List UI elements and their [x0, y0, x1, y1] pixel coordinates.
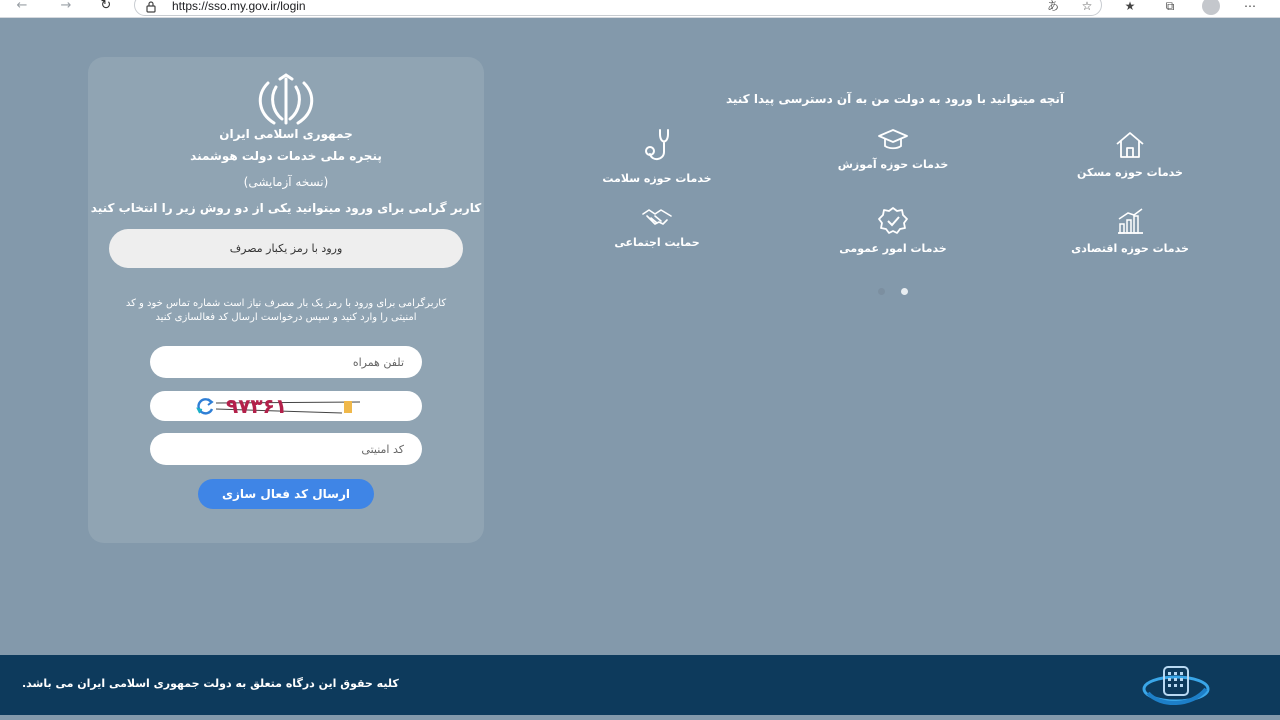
stethoscope-icon [640, 128, 674, 166]
browser-toolbar [0, 0, 1280, 18]
otp-login-button[interactable]: ورود با رمز یکبار مصرف [109, 229, 463, 268]
portal-name: پنجره ملی خدمات دولت هوشمند [190, 149, 382, 163]
read-aloud-icon[interactable]: あ [1046, 0, 1059, 13]
footer [0, 655, 1280, 715]
add-favorite-icon[interactable]: ☆ [1081, 0, 1093, 13]
house-icon [1114, 130, 1146, 160]
otp-instructions: کاربرگرامی برای ورود با رمز یک بار مصرف نیاز است شماره تماس خود و کد امنیتی را وارد کنید و سپس درخواست ارسال کد فعالسازی کنید [125, 298, 447, 323]
org-name: جمهوری اسلامی ایران [219, 127, 353, 141]
carousel-dot-2[interactable] [901, 288, 908, 295]
send-activation-code-button[interactable]: ارسال کد فعال سازی [198, 479, 374, 509]
service-label: خدمات امور عمومی [839, 242, 947, 255]
reload-icon[interactable]: ↻ [100, 0, 112, 13]
security-code-wrapper [150, 433, 422, 465]
page-bottom-strip [0, 715, 1280, 720]
phone-input[interactable] [150, 346, 422, 378]
footer-copyright: کلیه حقوق این درگاه متعلق به دولت جمهوری اسلامی ایران می باشد. [22, 677, 399, 690]
carousel-dot-1[interactable] [878, 288, 885, 295]
login-card [88, 57, 484, 543]
phone-field-wrapper [150, 346, 422, 378]
address-url[interactable]: https://sso.my.gov.ir/login [172, 0, 306, 13]
service-label: خدمات حوزه مسکن [1077, 166, 1183, 179]
service-housing[interactable] [1070, 130, 1190, 179]
service-education[interactable] [833, 128, 953, 171]
lock-icon [146, 1, 156, 13]
service-health[interactable] [597, 128, 717, 185]
back-arrow-icon[interactable]: ← [16, 0, 28, 13]
beta-label: (نسخه آزمایشی) [243, 175, 329, 189]
service-social-support[interactable] [597, 206, 717, 249]
iran-emblem-icon [254, 73, 318, 127]
service-economic[interactable] [1068, 206, 1192, 255]
captcha-text: ۹۷۳۶۱ [226, 394, 288, 418]
service-label: خدمات حوزه اقتصادی [1071, 242, 1189, 255]
dolat-man-logo-icon[interactable] [1140, 663, 1214, 709]
favorites-icon[interactable]: ★ [1124, 0, 1136, 13]
handshake-icon [641, 206, 673, 230]
login-method-prompt: کاربر گرامی برای ورود میتوانید یکی از دو روش زیر را انتخاب کنید [90, 201, 482, 215]
services-title: آنچه میتوانید با ورود به دولت من به آن دسترسی پیدا کنید [725, 92, 1065, 106]
more-options-icon[interactable]: ⋯ [1244, 0, 1256, 13]
service-label: حمایت اجتماعی [614, 236, 700, 249]
service-label: خدمات حوزه آموزش [837, 158, 949, 171]
badge-check-icon [877, 206, 909, 236]
service-public-affairs[interactable] [833, 206, 953, 255]
bar-chart-icon [1114, 206, 1146, 236]
profile-avatar[interactable] [1202, 0, 1220, 15]
forward-arrow-icon[interactable]: → [60, 0, 72, 13]
collections-icon[interactable]: ⧉ [1165, 0, 1175, 13]
service-label: خدمات حوزه سلامت [602, 172, 712, 185]
security-code-input[interactable] [150, 433, 422, 465]
captcha-box [150, 391, 422, 421]
graduation-cap-icon [877, 128, 909, 152]
